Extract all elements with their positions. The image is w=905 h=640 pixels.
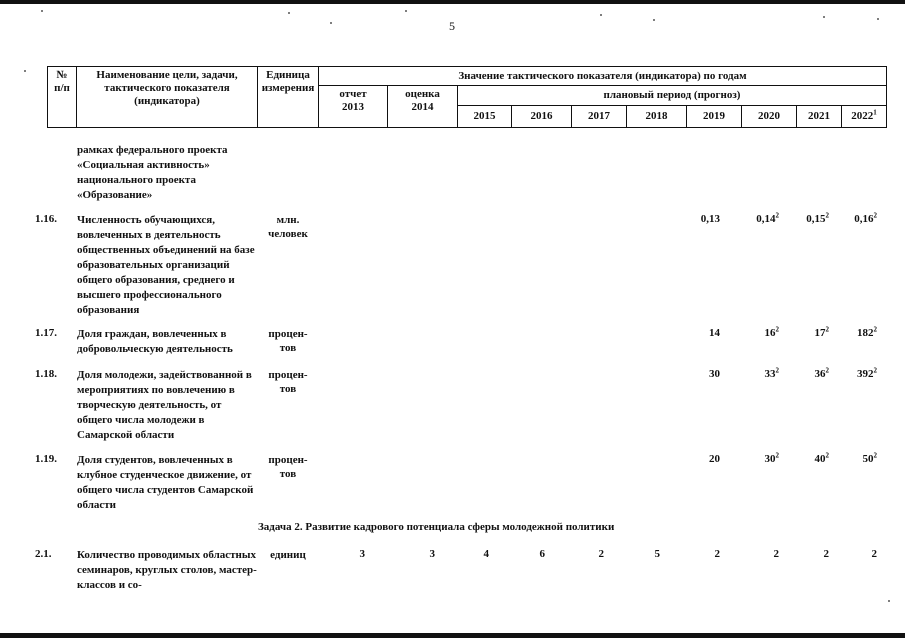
value-text: 3: [359, 548, 365, 560]
value-text: 5: [654, 548, 660, 560]
row-name: Численность обучающихся, вовлеченных в деятельность общественных объединений на базе образовательных организаций общего образования, среднего и высшего профессионального образования: [77, 214, 255, 316]
header-year: 2021: [808, 110, 830, 122]
value-cell: [715, 548, 721, 560]
header-planned-period: плановый период (прогноз): [603, 89, 741, 101]
footnote-mark: 2: [825, 211, 829, 220]
value-text: 36: [814, 368, 826, 380]
footnote-mark: 2: [775, 325, 779, 334]
value-text: 6: [539, 548, 545, 560]
value-text: 16: [764, 327, 776, 339]
footnote-mark: 2: [873, 211, 877, 220]
header-year: 2020: [758, 110, 780, 122]
row-number: 1.19.: [35, 453, 57, 465]
header-year-last: [842, 110, 886, 123]
value-cell: [360, 548, 366, 560]
table-header: [0, 0, 905, 130]
value-cell: [709, 327, 720, 339]
value-cell: [857, 327, 877, 339]
scan-bottom-edge: [0, 633, 905, 638]
row-unit: процен-тов: [268, 369, 308, 395]
row-name: Доля студентов, вовлеченных в клубное студенческое движение, от общего числа студентов Самарской области: [77, 454, 254, 511]
value-text: 0,15: [806, 213, 826, 225]
row-name: рамках федерального проекта «Социальная активность» национального проекта «Образование»: [77, 144, 228, 201]
footnote-mark: 2: [873, 366, 877, 375]
header-year: 2015: [473, 110, 496, 122]
value-text: 3: [429, 548, 435, 560]
value-text: 17: [814, 327, 826, 339]
value-cell: [824, 548, 830, 560]
row-number: 1.16.: [35, 213, 57, 225]
footnote-mark: 2: [873, 325, 877, 334]
value-text: 2: [871, 548, 877, 560]
scan-speck: [888, 600, 890, 602]
task-heading: Задача 2. Развитие кадрового потенциала сферы молодежной политики: [258, 521, 615, 533]
value-text: 30: [709, 368, 720, 380]
row-name: Доля молодежи, задействованной в мероприятиях по вовлечению в творческую деятельность, от общего числа молодежи в Самарской области: [77, 369, 252, 441]
value-cell: [774, 548, 780, 560]
header-year: 2018: [645, 110, 668, 122]
value-text: 0,14: [756, 213, 776, 225]
value-cell: [765, 327, 780, 339]
page-number: 5: [449, 19, 455, 33]
value-cell: [484, 548, 490, 560]
value-text: 30: [764, 453, 776, 465]
value-text: 2: [598, 548, 604, 560]
footnote-mark: 2: [825, 366, 829, 375]
value-cell: [815, 453, 830, 465]
value-cell: [709, 368, 720, 380]
value-text: 33: [764, 368, 776, 380]
row-unit: процен-тов: [268, 328, 308, 354]
row-number: 2.1.: [35, 548, 52, 560]
value-cell: [701, 213, 720, 225]
value-text: 20: [709, 453, 720, 465]
footnote-mark: 2: [775, 366, 779, 375]
value-text: 2: [823, 548, 829, 560]
header-number: № п/п: [54, 69, 70, 94]
header-year: 2019: [703, 110, 725, 122]
row-unit: процен-тов: [268, 454, 308, 480]
row-unit: единиц: [270, 549, 306, 561]
value-text: 0,13: [700, 213, 720, 225]
value-text: 40: [814, 453, 826, 465]
footnote-mark: 2: [775, 451, 779, 460]
footnote-mark: 2: [873, 451, 877, 460]
footnote-mark: 1: [873, 108, 877, 117]
header-report-2013: отчет 2013: [339, 88, 367, 113]
row-number: 1.18.: [35, 368, 57, 380]
value-cell: [815, 327, 830, 339]
value-text: 14: [709, 327, 720, 339]
row-name: Доля граждан, вовлеченных в добровольческую деятельность: [77, 328, 233, 355]
header-name: Наименование цели, задачи, тактического показателя (индикатора): [96, 69, 238, 107]
value-text: 182: [857, 327, 874, 339]
header-year: 2016: [530, 110, 553, 122]
value-cell: [756, 213, 779, 225]
header-unit: Единица измерения: [261, 69, 315, 94]
value-text: 50: [862, 453, 874, 465]
value-cell: [540, 548, 546, 560]
value-cell: [815, 368, 830, 380]
value-text: 2: [714, 548, 720, 560]
value-cell: [765, 453, 780, 465]
header-year-label: 2022: [851, 110, 874, 122]
value-text: 2: [773, 548, 779, 560]
value-cell: [863, 453, 878, 465]
value-cell: [857, 368, 877, 380]
value-cell: [599, 548, 605, 560]
header-year: 2017: [588, 110, 610, 122]
footnote-mark: 2: [775, 211, 779, 220]
value-cell: [655, 548, 661, 560]
row-number: 1.17.: [35, 327, 57, 339]
header-values: Значение тактического показателя (индикатора) по годам: [458, 70, 747, 82]
row-unit: млн. человек: [268, 214, 308, 240]
value-cell: [806, 213, 829, 225]
value-cell: [430, 548, 436, 560]
footnote-mark: 2: [825, 451, 829, 460]
value-cell: [872, 548, 878, 560]
row-name: Количество проводимых областных семинаров, круглых столов, мастер-классов и со-: [77, 549, 257, 591]
value-cell: [765, 368, 780, 380]
value-text: 392: [857, 368, 874, 380]
value-text: 4: [483, 548, 489, 560]
value-cell: [709, 453, 720, 465]
header-estimate-2014: оценка 2014: [405, 88, 440, 113]
footnote-mark: 2: [825, 325, 829, 334]
value-cell: [854, 213, 877, 225]
value-text: 0,16: [854, 213, 874, 225]
